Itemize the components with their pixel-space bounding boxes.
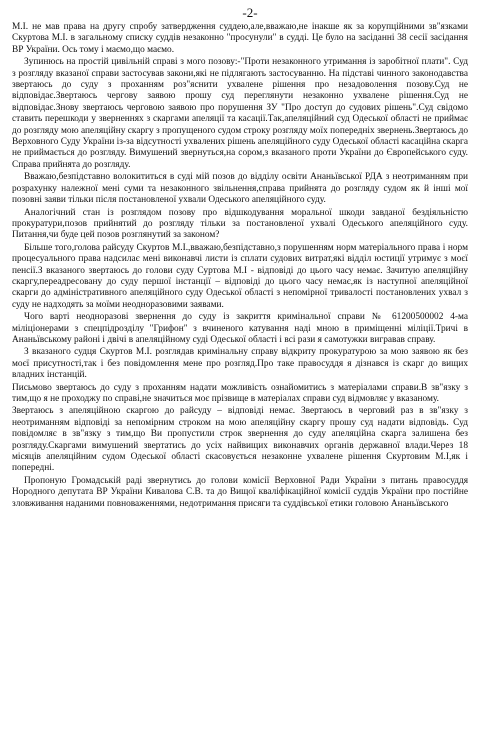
page-number: -2- bbox=[242, 5, 258, 20]
paragraph-9: Звертаюсь з апеляційною скаргою до райсуду – відповіді немає. Звертаюсь в черговий раз в зв"язку з неотриманням відповіді за непомірним строком на мою апеляційну скаргу прошу суд надати відповідь. Суд повідомляє в зв"язку з тим,що Ви пропустили строк звернення до суду апеляційна скарга залишена без розгляду.Скаргами вимушений звертатись до усіх найвищих виконавчих органів державної влади.Через 18 місяців апеляційним судом Одеської області скасовується незаконне ухвалене рішення Скуртовим М.І,як і попередні. bbox=[12, 406, 468, 474]
paragraph-10: Пропоную Громадській раді звернутись до голови комісії Верховної Ради України з питань правосуддя Нородного депутата ВР України Кивалова С.В. та до Вищої кваліфікаційної комісії суддів України про постійне зловживання наданими повноваженнями, недотримання присяги та суддівської етики головою Ананьївського bbox=[12, 475, 468, 509]
paragraph-1: М.І. не мав права на другу спробу затвердження суддею,але,вважаю,не інакше як за корупційними зв"язками Скуртова М.І. в загальному списку суддів незаконно "просунули" в судді. Це було на засіданні 38 сесії засідання ВР України. Ось тому і маємо,що маємо. bbox=[12, 22, 468, 55]
paragraph-2: Зупинюсь на простій цивільній справі з мого позову:-"Проти незаконного утримання із заробітної плати". Суд з розгляду вказаної справи застосував закони,які не підлягають застосуванню. На підставі чинного законодавства звертаюсь до суду з проханням роз"яснити ухвалене рішення про незадоволення позову.Суд не відповідає.Звертаюсь чергову заявою прошу суд переглянути незаконно ухвалене рішення.Суд не відповідає.Знову звертаюсь черговою заявою про порушення ЗУ "Про доступ до судових рішень".Суд свідомо ставить перешкоди у зверненнях з скаргами апеляції та касації.Так,апеляційний суд Одеської області не приймає до розгляду мою апеляційну скаргу з пропущеного судом строку розгляду моїх попередніх звернень.Звертаюсь до Верховного Суду України із-за відсутності ухвалених рішень апеляційного суду Одеської області касаційна скарга не приймається до розгляду. Вимушений звернуться,на сором,з вказаного проти України до Європейського суду. Справа прийнята до розгляду. bbox=[12, 57, 468, 170]
paragraph-6: Чого варті неодноразові звернення до суду із закриття кримінальної справи № 61200500002 4-ма міліціонерами з спецпідрозділу "Грифон" з вчиненого катування наді мною в приміщенні міліції.Тричі в Ананьївському районі і двічі в апеляційному суді Одеської області і всі рази я самотужки вигравав справу. bbox=[12, 312, 468, 345]
paragraph-4: Аналогічний стан із розглядом позову про відшкодування моральної шкоди завданої бездіяльністю прокуратури,позов прийнятий до розгляду тільки за постановленої ухвалі Одеського апеляційного суду. Питання,чи буде цей позов розглянутий за законом? bbox=[12, 207, 468, 241]
paragraph-7: З вказаного судця Скуртов М.І. розглядав кримінальну справу відкриту прокуратурою за мою заявою як без моєї присутності,так і без повідомлення мене про розгляд.Про таке правосуддя я дізнався із скарг до вищих владних інстанцій. bbox=[12, 347, 468, 381]
paragraph-5: Більше того,голова райсуду Скуртов М.І.,вважаю,безпідставно,з порушенням норм матеріального права і норм процесуального права надсилає мені виконавчі листи із сплати судових витрат,які відділ юстиції утримує з моєї пенсії.З вказаного звертаюсь до голови суду Суртова М.І - відповіді до цього часу немає. Зачитую апеляційну скаргу,переадресовану до суду першої інстанції – відповіді до цього часу немає,як із наступної апеляційної скарги до адміністративного апеляційного суду Одеської області з непомірної тривалості постановлених ухвал з суду не надходять за моїми неодноразовими заявами. bbox=[12, 242, 468, 310]
paragraph-8: Письмово звертаюсь до суду з проханням надати можливість ознайомитись з матеріалами справи.В зв"язку з тим,що я не проходжу по справі,не значиться моє прізвище в матеріалах справи суд відмовляє у вказаному. bbox=[12, 382, 468, 404]
paragraph-3: Вважаю,безпідставно волокититься в суді мій позов до відділу освіти Ананьївської РДА з неотриманням при розрахунку належної мені суми та незаконного звільнення,справа прийнята до розгляду судом як й інші мої позовні заяви тільки після постановленої ухвали Одеського апеляційного суду. bbox=[12, 172, 468, 206]
